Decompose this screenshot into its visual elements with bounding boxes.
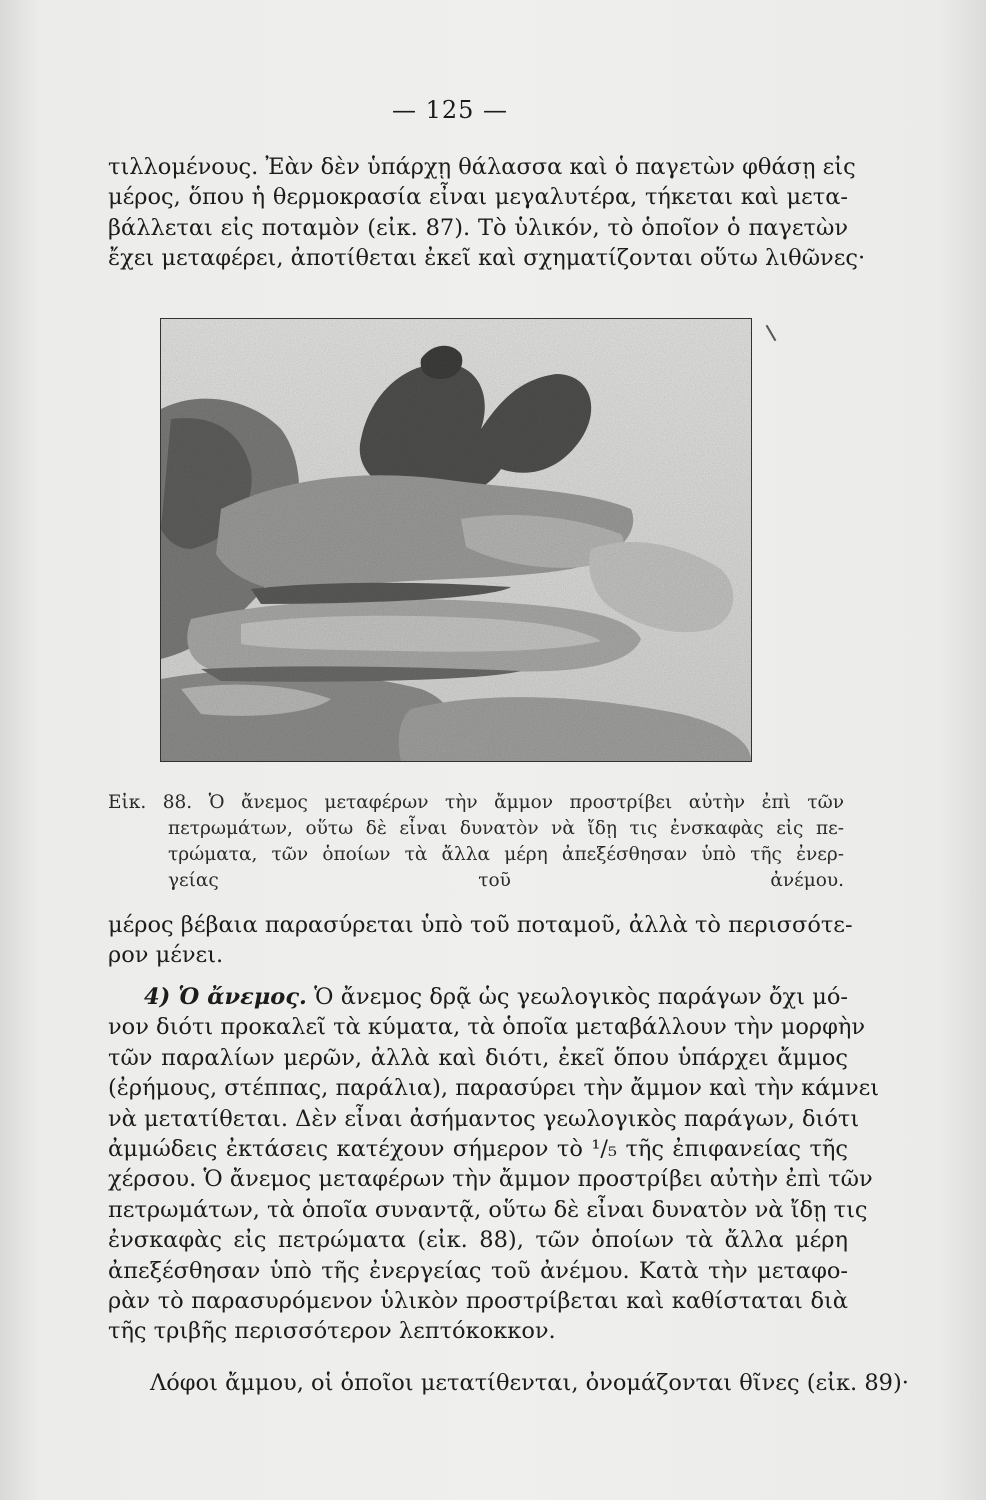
caption-line: τρώματα, τῶν ὁποίων τὰ ἄλλα μέρη ἀπεξέσθησαν ὑπὸ τῆς ἐνερ- [168, 844, 844, 865]
text-line: ρον μένει. [108, 942, 224, 969]
caption-line: Εἰκ. 88. Ὁ ἄνεμος μεταφέρων τὴν ἄμμον προστρίβει αὐτὴν ἐπὶ τῶν [108, 792, 844, 813]
figure-caption [108, 790, 844, 894]
text-line: τῆς τριβῆς περισσότερον λεπτόκοκκον. [108, 1318, 556, 1345]
text-line: ἔχει μεταφέρει, ἀποτίθεται ἐκεῖ καὶ σχηματίζονται οὕτω λιθῶνες· [108, 245, 866, 272]
text-span: Ὁ ἄνεμος δρᾷ ὡς γεωλογικὸς παράγων ὄχι μό- [314, 984, 848, 1010]
text-line: νον διότι προκαλεῖ τὰ κύματα, τὰ ὁποῖα μεταβάλλουν τὴν μορφὴν [108, 1014, 866, 1041]
text-line: βάλλεται εἰς ποταμὸν (εἰκ. 87). Τὸ ὑλικόν, τὸ ὁποῖον ὁ παγετὼν [108, 214, 848, 241]
caption-line: γείας τοῦ ἀνέμου. [168, 870, 844, 891]
text-line: μέρος βέβαια παρασύρεται ὑπὸ τοῦ ποταμοῦ, ἀλλὰ τὸ περισσότε- [108, 912, 853, 938]
print-mark [766, 325, 777, 342]
text-line: ἐνσκαφὰς εἰς πετρώματα (εἰκ. 88), τῶν ὁποίων τὰ ἄλλα μέρη [108, 1227, 848, 1254]
section-heading: 4) Ὁ ἄνεμος. [144, 984, 307, 1010]
text-line: τιλλομένους. Ἐὰν δὲν ὑπάρχῃ θάλασσα καὶ ὁ παγετὼν φθάσῃ εἰς [108, 154, 856, 180]
text-line: χέρσου. Ὁ ἄνεμος μεταφέρων τὴν ἄμμον προστρίβει αὐτὴν ἐπὶ τῶν [108, 1166, 873, 1193]
paragraph-4: Λόφοι ἄμμου, οἱ ὁποῖοι μετατίθενται, ὀνομάζονται θῖνες (εἰκ. 89)· [150, 1370, 909, 1396]
text-line: πετρωμάτων, τὰ ὁποῖα συναντᾷ, οὕτω δὲ εἶναι δυνατὸν νὰ ἴδῃ τις [108, 1196, 868, 1223]
paragraph-3 [108, 982, 880, 1347]
text-line [108, 982, 848, 1012]
text-line: τῶν παραλίων μερῶν, ἀλλὰ καὶ διότι, ἐκεῖ ὅπου ὑπάρχει ἄμμος [108, 1044, 848, 1071]
text-line: ἀμμώδεις ἐκτάσεις κατέχουν σήμερον τὸ ¹/₅ τῆς ἐπιφανείας τῆς [108, 1136, 848, 1163]
figure-88-photo [160, 318, 752, 762]
caption-line: πετρωμάτων, οὕτω δὲ εἶναι δυνατὸν νὰ ἴδῃ τις ἐνσκαφὰς εἰς πε- [168, 818, 844, 839]
text-line: ρὰν τὸ παρασυρόμενον ὑλικὸν προστρίβεται καὶ καθίσταται διὰ [108, 1288, 848, 1315]
text-line: (ἐρήμους, στέππας, παράλια), παρασύρει τὴν ἄμμον καὶ τὴν κάμνει [108, 1075, 880, 1102]
text-line: ἀπεξέσθησαν ὑπὸ τῆς ἐνεργείας τοῦ ἀνέμου. Κατὰ τὴν μεταφο- [108, 1257, 848, 1284]
rock-photo-illustration [161, 319, 751, 761]
text-line: νὰ μετατίθεται. Δὲν εἶναι ἀσήμαντος γεωλογικὸς παράγων, διότι [108, 1105, 860, 1132]
text-line: μέρος, ὅπου ἡ θερμοκρασία εἶναι μεγαλυτέρα, τήκεται καὶ μετα- [108, 184, 848, 211]
paragraph-1 [108, 152, 866, 274]
paragraph-2 [108, 910, 853, 971]
page-number: — 125 — [391, 96, 509, 124]
